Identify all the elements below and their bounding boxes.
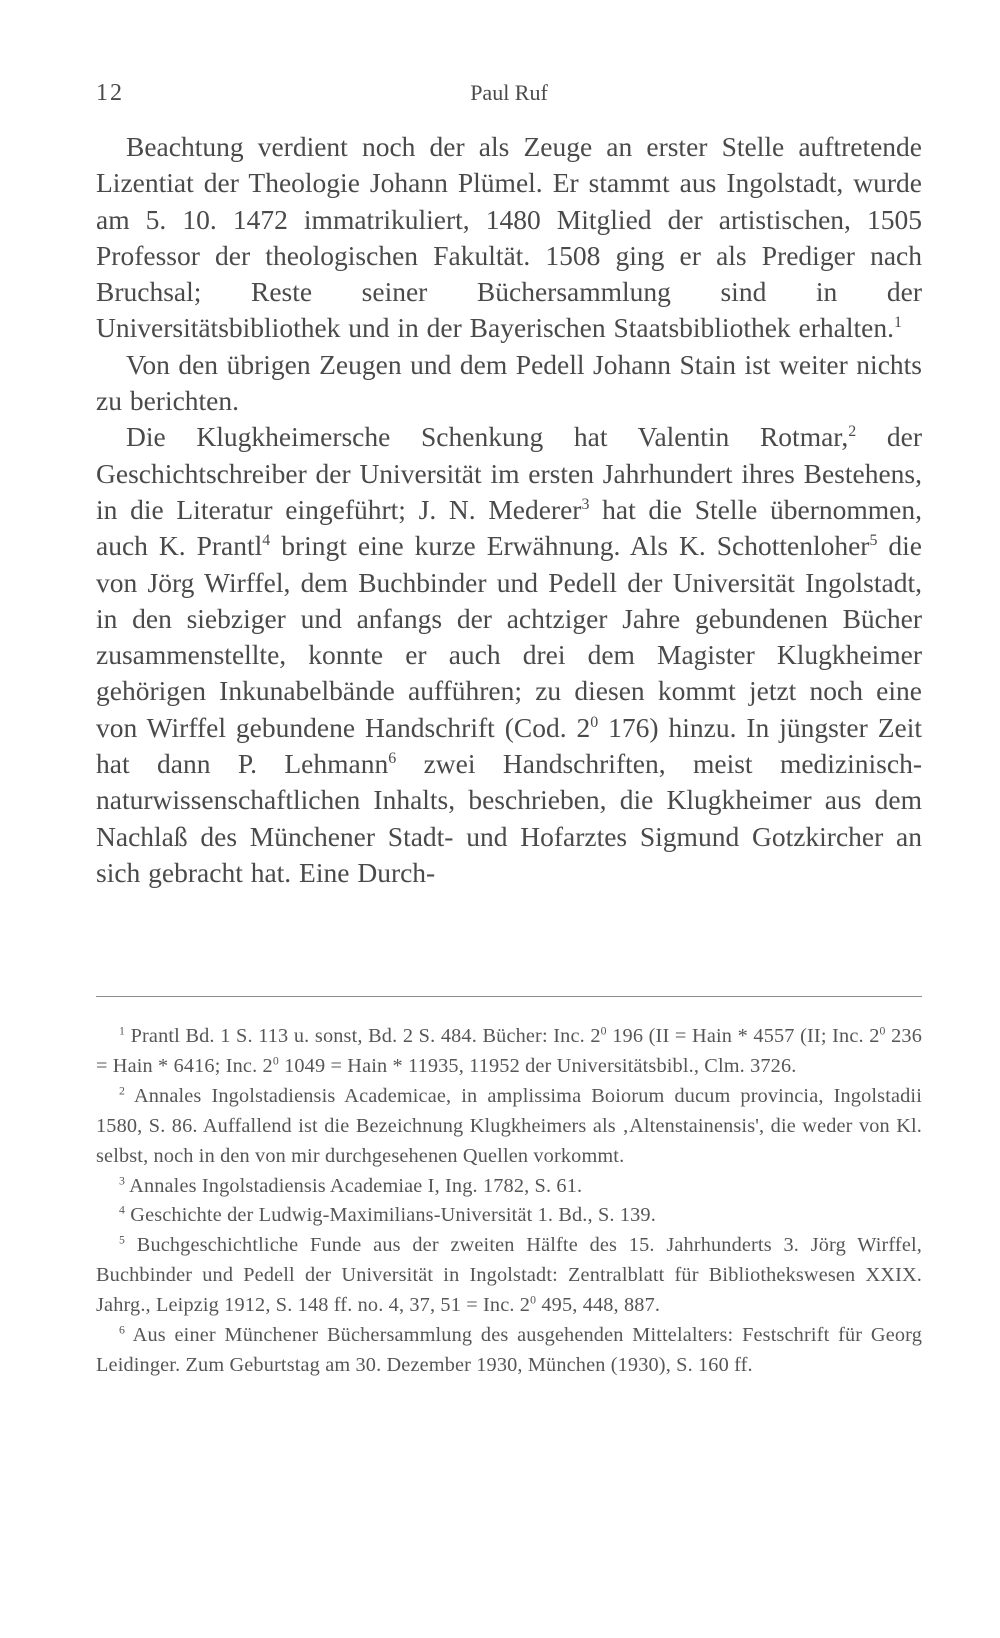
format-superscript: 0 — [590, 713, 599, 731]
main-text — [96, 129, 922, 891]
footnote-text: Prantl Bd. 1 S. 113 u. sonst, Bd. 2 S. 484. Bücher: Inc. 2 — [125, 1025, 601, 1047]
paragraph-zeugen — [96, 347, 922, 420]
paragraph-text: zwei Handschriften, meist medizinisch-naturwissenschaftlichen Inhalts, beschrieben, die Klugkheimer aus dem Nachlaß des Münchener Stadt- und Hofarztes Sigmund Gotzkircher an sich gebracht hat. Eine Durch- — [96, 748, 922, 888]
running-title: Paul Ruf — [470, 80, 548, 105]
footnote-marker: 6 — [119, 1323, 126, 1337]
footnote-4 — [96, 1201, 922, 1231]
footnote-text: 236 = Hain * 6416; Inc. 2 — [96, 1025, 922, 1077]
footnote-1 — [96, 1022, 922, 1082]
paragraph-text: bringt eine kurze Erwähnung. Als K. Schottenloher — [270, 530, 870, 562]
footnote-3 — [96, 1172, 922, 1202]
footnote-ref: 2 — [848, 423, 857, 441]
page-number: 12 — [96, 80, 124, 106]
page-header — [96, 80, 922, 114]
footnote-text: 196 (II = Hain * 4557 (II; Inc. 2 — [606, 1025, 880, 1047]
footnote-ref: 5 — [869, 532, 878, 550]
format-superscript: 0 — [530, 1293, 537, 1307]
format-superscript: 0 — [600, 1024, 607, 1038]
footnote-marker: 3 — [119, 1174, 126, 1188]
footnote-text: Geschichte der Ludwig-Maximilians-Universität 1. Bd., S. 139. — [125, 1204, 656, 1227]
footnote-marker: 1 — [119, 1024, 126, 1038]
paragraph-pluemel — [96, 129, 922, 347]
paragraph-text: der Geschichtschreiber der Universität im ersten Jahrhundert ihres Bestehens, in die Literatur eingeführt; J. N. Mederer — [96, 421, 922, 525]
paragraph-text: Die Klugkheimersche Schenkung hat Valentin Rotmar, — [126, 421, 849, 453]
footnote-marker: 2 — [119, 1084, 126, 1098]
format-superscript: 0 — [272, 1054, 279, 1068]
paragraph-text: die von Jörg Wirffel, dem Buchbinder und Pedell der Universität Ingolstadt, in den siebziger und anfangs der achtziger Jahre gebundenen Bücher zusammenstellte, konnte er auch drei dem Magister Klugkheimer gehörigen Inkunabelbände aufführen; zu diesen kommt jetzt noch eine von Wirffel gebundene Handschrift (Cod. 2 — [96, 530, 922, 743]
footnotes — [96, 1022, 922, 1381]
paragraph-text: 176) hinzu. In jüngster Zeit hat dann P. Lehmann — [96, 711, 922, 780]
footnote-text: 1049 = Hain * 11935, 11952 der Universitätsbibl., Clm. 3726. — [278, 1054, 797, 1077]
footnote-ref: 3 — [581, 496, 590, 514]
footnote-2 — [96, 1082, 922, 1172]
footnote-6 — [96, 1321, 922, 1381]
footnote-text: Buchgeschichtliche Funde aus der zweiten Hälfte des 15. Jahrhunderts 3. Jörg Wirffel, Buchbinder und Pedell der Universität in Ingolstadt: Zentralblatt für Bibliothekswesen XXIX. Jahrg., Leipzig 1912, S. 148 ff. no. 4, 37, 51 = Inc. 2 — [96, 1234, 922, 1317]
footnote-ref: 1 — [893, 314, 902, 332]
paragraph-text: Beachtung verdient noch der als Zeuge an erster Stelle auftretende Lizentiat der Theologie Johann Plümel. Er stammt aus Ingolstadt, wurde am 5. 10. 1472 immatrikuliert, 1480 Mitglied der artistischen, 1505 Professor der theologischen Fakultät. 1508 ging er als Prediger nach Bruchsal; Reste seiner Büchersammlung sind in der Universitätsbibliothek und in der Bayerischen Staatsbibliothek erhalten. — [96, 131, 922, 344]
format-superscript: 0 — [879, 1024, 886, 1038]
paragraph-text: Von den übrigen Zeugen und dem Pedell Johann Stain ist weiter nichts zu berichten. — [96, 348, 922, 417]
footnote-text: Annales Ingolstadiensis Academiae I, Ing. 1782, S. 61. — [125, 1174, 583, 1197]
footnote-5 — [96, 1231, 922, 1321]
footnote-text: 495, 448, 887. — [536, 1294, 661, 1317]
footnote-ref: 4 — [262, 532, 271, 550]
footnote-ref: 6 — [388, 750, 397, 768]
footnote-text: Aus einer Münchener Büchersammlung des ausgehenden Mittelalters: Festschrift für Georg Leidinger. Zum Geburtstag am 30. Dezember 1930, München (1930), S. 160 ff. — [96, 1324, 922, 1376]
paragraph-schenkung — [96, 419, 922, 891]
footnote-divider — [96, 996, 922, 997]
footnote-text: Annales Ingolstadiensis Academicae, in amplissima Boiorum ducum provincia, Ingolstadii 1580, S. 86. Auffallend ist die Bezeichnung Klugkheimers als ‚Altenstainensis', die weder von Kl. selbst, noch in den von mir durchgesehenen Quellen vorkommt. — [96, 1084, 922, 1167]
footnote-marker: 4 — [119, 1204, 126, 1218]
paragraph-text: hat die Stelle übernommen, auch K. Prantl — [96, 493, 922, 562]
footnote-marker: 5 — [119, 1234, 126, 1248]
